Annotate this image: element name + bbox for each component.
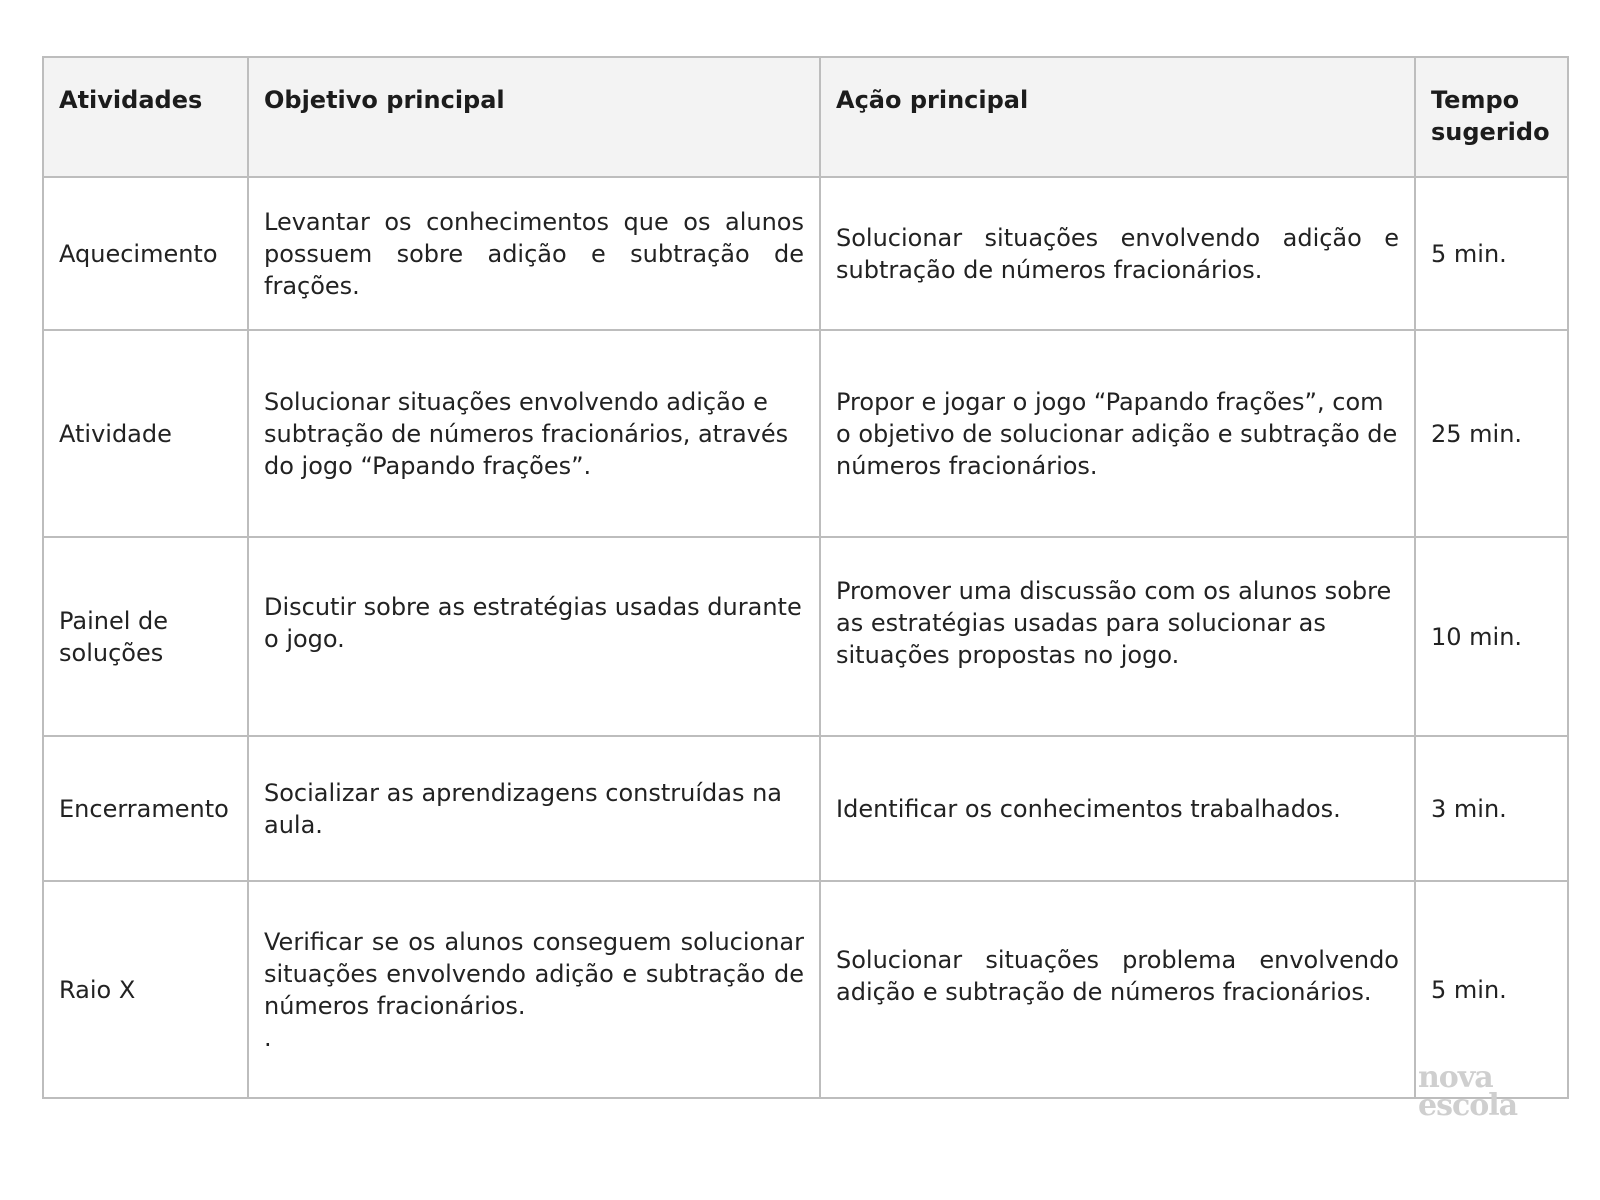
table-header-row (43, 57, 1568, 177)
header-acao-principal: Ação principal (820, 57, 1415, 177)
cell-tempo: 25 min. (1415, 330, 1568, 537)
cell-atividade: Encerramento (43, 736, 248, 881)
cell-objetivo (248, 881, 820, 1098)
header-atividades: Atividades (43, 57, 248, 177)
cell-objetivo-extra: . (264, 1023, 272, 1052)
cell-atividade: Raio X (43, 881, 248, 1098)
cell-objetivo: Socializar as aprendizagens construídas na aula. (248, 736, 820, 881)
header-tempo-sugerido: Tempo sugerido (1415, 57, 1568, 177)
table-row (43, 881, 1568, 1098)
cell-objetivo: Levantar os conhecimentos que os alunos possuem sobre adição e subtração de frações. (248, 177, 820, 330)
cell-tempo: 5 min. (1415, 881, 1568, 1098)
table-row (43, 177, 1568, 330)
cell-acao: Propor e jogar o jogo “Papando frações”, com o objetivo de solucionar adição e subtração de números fracionários. (820, 330, 1415, 537)
cell-acao (820, 881, 1415, 1098)
cell-tempo: 10 min. (1415, 537, 1568, 736)
table-row (43, 537, 1568, 736)
header-objetivo-principal: Objetivo principal (248, 57, 820, 177)
cell-acao (820, 537, 1415, 736)
lesson-plan-table (42, 56, 1569, 1099)
cell-acao-text: Solucionar situações problema envolvendo adição e subtração de números fracionários. (836, 945, 1399, 1006)
cell-objetivo (248, 537, 820, 736)
cell-acao: Identificar os conhecimentos trabalhados. (820, 736, 1415, 881)
table-row (43, 330, 1568, 537)
cell-objetivo-text: Discutir sobre as estratégias usadas durante o jogo. (264, 592, 802, 653)
cell-objetivo: Solucionar situações envolvendo adição e subtração de números fracionários, através do jogo “Papando frações”. (248, 330, 820, 537)
logo-line-2: escola (1418, 1088, 1518, 1123)
cell-atividade: Atividade (43, 330, 248, 537)
nova-escola-logo (1418, 1060, 1536, 1123)
table-row (43, 736, 1568, 881)
cell-acao: Solucionar situações envolvendo adição e subtração de números fracionários. (820, 177, 1415, 330)
cell-atividade: Aquecimento (43, 177, 248, 330)
logo-line-1: nova (1418, 1060, 1493, 1095)
cell-atividade: Painel de soluções (43, 537, 248, 736)
cell-tempo: 3 min. (1415, 736, 1568, 881)
cell-tempo: 5 min. (1415, 177, 1568, 330)
cell-objetivo-text: Verificar se os alunos conseguem solucionar situações envolvendo adição e subtração de números fracionários. (264, 927, 804, 1020)
cell-acao-text: Promover uma discussão com os alunos sobre as estratégias usadas para solucionar as situações propostas no jogo. (836, 576, 1392, 669)
